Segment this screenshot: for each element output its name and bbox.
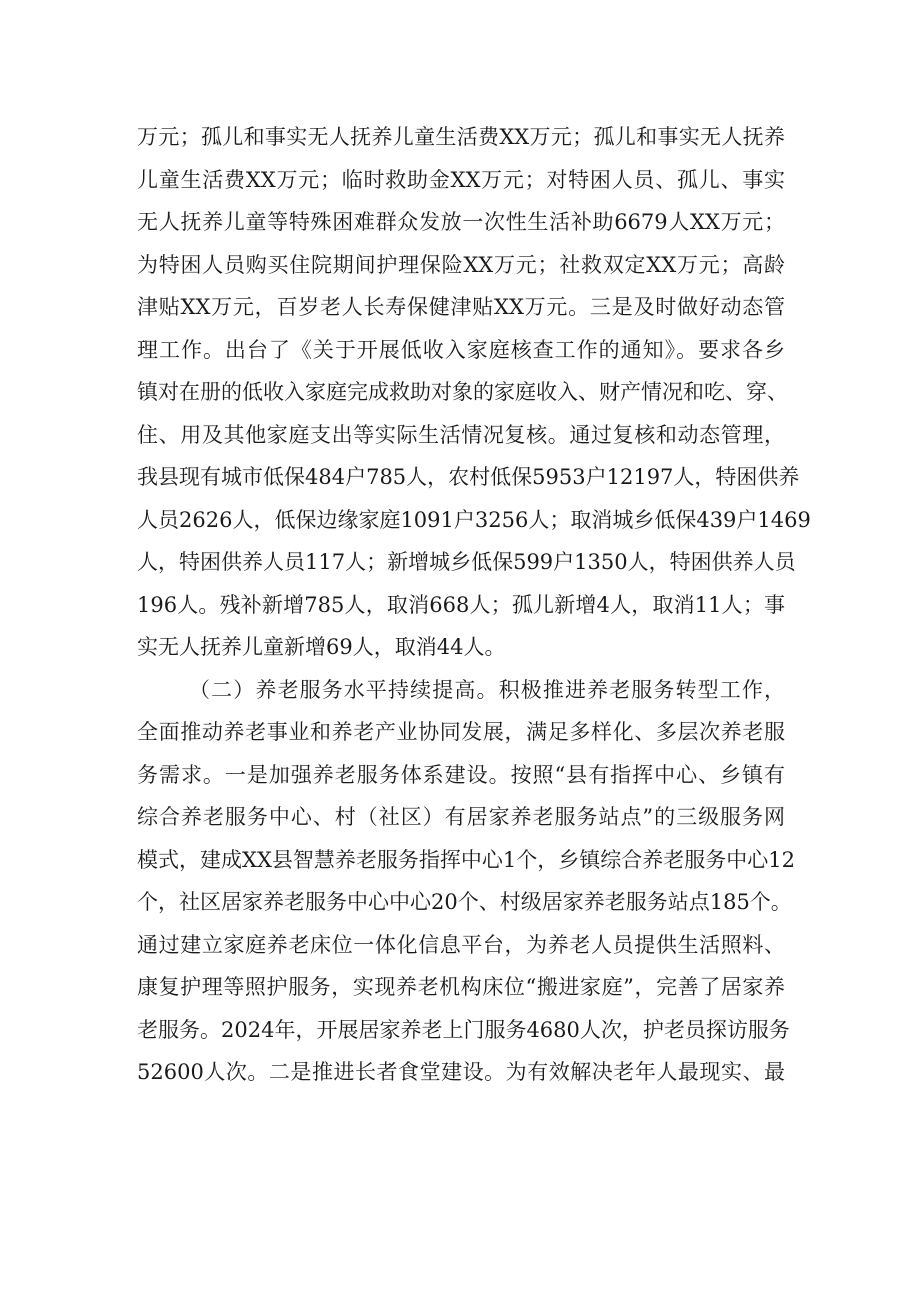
section-heading-line: （二）养老服务水平持续提高。积极推进养老服务转型工作， xyxy=(189,677,785,702)
text-line-21: 康复护理等照护服务，实现养老机构床位“搬进家庭”，完善了居家养 xyxy=(137,975,785,999)
body-text xyxy=(137,116,811,1094)
text-line-13: 实无人抚养儿童新增69人，取消44人。 xyxy=(137,635,506,659)
text-line-22: 老服务。2024年，开展居家养老上门服务4680人次，护老员探访服务 xyxy=(137,1017,790,1042)
text-line-10: 人员2626人，低保边缘家庭1091户3256人；取消城乡低保439户1469 xyxy=(137,507,811,532)
text-line-16: 务需求。一是加强养老服务体系建设。按照“县有指挥中心、乡镇有 xyxy=(137,762,785,787)
text-line-12: 196人。残补新增785人，取消668人；孤儿新增4人，取消11人；事 xyxy=(137,592,785,617)
text-line-18: 模式，建成XX县智慧养老服务指挥中心1个，乡镇综合养老服务中心12 xyxy=(137,847,795,872)
text-line-5: 津贴XX万元，百岁老人长寿保健津贴XX万元。三是及时做好动态管 xyxy=(137,295,785,319)
text-line-6: 理工作。出台了《关于开展低收入家庭核查工作的通知》。要求各乡 xyxy=(137,337,785,362)
text-line-20: 通过建立家庭养老床位一体化信息平台，为养老人员提供生活照料、 xyxy=(137,932,785,957)
text-line-8: 住、用及其他家庭支出等实际生活情况复核。通过复核和动态管理， xyxy=(137,422,785,447)
text-line-17: 综合养老服务中心、村（社区）有居家养老服务站点”的三级服务网 xyxy=(137,805,785,829)
text-line-9: 我县现有城市低保484户785人，农村低保5953户12197人，特困供养 xyxy=(137,465,800,489)
text-line-3: 无人抚养儿童等特殊困难群众发放一次性生活补助6679人XX万元； xyxy=(137,210,785,234)
text-line-19: 个，社区居家养老服务中心中心20个、村级居家养老服务站点185个。 xyxy=(137,890,792,914)
text-line-11: 人，特困供养人员117人；新增城乡低保599户1350人，特困供养人员 xyxy=(137,550,796,574)
text-line-4: 为特困人员购买住院期间护理保险XX万元；社救双定XX万元；高龄 xyxy=(137,252,785,277)
text-line-1: 万元；孤儿和事实无人抚养儿童生活费XX万元；孤儿和事实无人抚养 xyxy=(137,125,785,149)
text-line-23: 52600人次。二是推进长者食堂建设。为有效解决老年人最现实、最 xyxy=(137,1060,785,1084)
text-line-7: 镇对在册的低收入家庭完成救助对象的家庭收入、财产情况和吃、穿、 xyxy=(137,380,788,404)
text-line-15: 全面推动养老事业和养老产业协同发展，满足多样化、多层次养老服 xyxy=(137,720,785,744)
text-line-2: 儿童生活费XX万元；临时救助金XX万元；对特困人员、孤儿、事实 xyxy=(137,167,785,192)
